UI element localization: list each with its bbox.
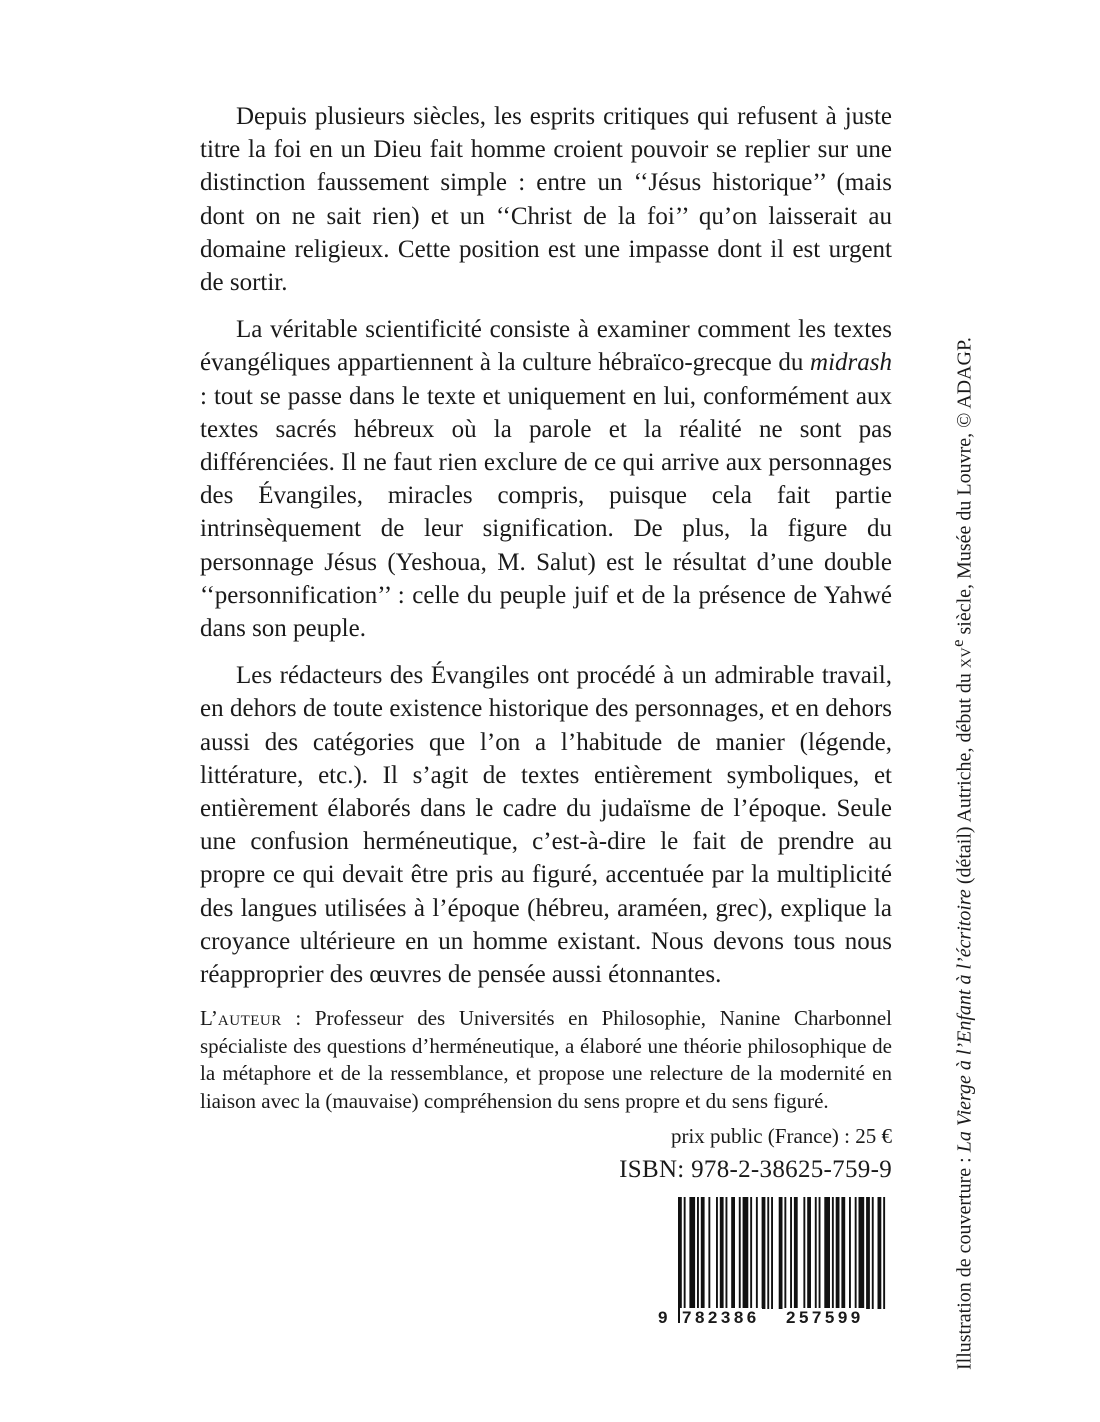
barcode-bar [849,1197,851,1309]
blurb-paragraph-2 [200,313,892,645]
credit-prefix: Illustration de couverture : [953,1152,976,1370]
barcode-bar [720,1197,724,1309]
barcode-bar [803,1197,805,1309]
blurb-paragraph-3: Les rédacteurs des Évangiles ont procédé à un admirable travail, en dehors de toute existence historique des personnages, et en dehors aussi des catégories que l’on a l’habitude de manier (légende, littérature, etc.). Il s’agit de textes entièrement symboliques, et entièrement élaborés dans le cadre du judaïsme de l’époque. Seule une confusion herméneutique, c’est-à-dire le fait de prendre au propre ce qui devait être pris au figuré, accentuée par la multiplicité des langues utilisées à l’époque (hébreu, araméen, grec), explique la croyance ultérieure en un homme existant. Nous devons tous nous réapproprier des œuvres de pensée aussi étonnantes. [200,662,892,989]
barcode-bar [716,1197,718,1309]
barcode-bar [819,1197,821,1309]
isbn-label: ISBN: 978-2-38625-759-9 [619,1156,892,1183]
barcode-bar [872,1197,874,1309]
credit-suffix: siècle, Musée du Louvre, © ADAGP. [953,337,976,640]
barcode-bar [678,1197,682,1323]
price-label: prix public (France) : 25 € [670,1124,892,1148]
barcode-digits-left: 782386 [682,1308,760,1327]
author-label-prefix: L’ [200,1006,218,1031]
century-numeral: xv [953,646,976,669]
barcode-digits [656,1308,894,1330]
paragraph-2-text-b: : tout se passe dans le texte et uniquement en lui, conformément aux textes sacrés hébreux où la parole et la réalité ne sont pas différenciées. Il ne faut rien exclure de ce qui arrive aux personnages des Évangiles, miracles compris, puisque cela fait partie intrinsèquement de leur signification. De plus, la figure du personnage Jésus (Yeshoua, M. Salut) est le résultat d’une double ‘‘personnification’’ : celle du peuple juif et de la présence de Yahwé dans son peuple. [200,382,892,643]
barcode-bar [689,1197,695,1323]
paragraph-2-text-a: La véritable scientificité consiste à examiner comment les textes évangéliques appartiennent à la culture hébraïco-grecque du [200,316,892,377]
isbn-barcode [656,1197,894,1329]
barcode-bar [739,1197,741,1309]
barcode-bar [731,1197,735,1309]
midrash-term: midrash [810,349,892,377]
barcode-bar [684,1197,686,1309]
barcode-bar [832,1197,834,1309]
barcode-bar [743,1197,749,1309]
barcode-bar [708,1197,710,1309]
barcode-bar [841,1197,845,1309]
barcode-bar [866,1197,870,1309]
barcode-bar [771,1197,773,1309]
author-bio [200,1005,892,1115]
author-bio-text: : Professeur des Universités en Philosophie, Nanine Charbonnel spécialiste des questions d’herméneutique, a élaboré une théorie philosophique de la métaphore et de la ressemblance, et propose une relecture de la modernité en liaison avec la (mauvaise) compréhension du sens propre et du sens figuré. [200,1006,892,1113]
barcode-bar [779,1197,783,1309]
century-suffix: e [948,639,967,647]
barcode-bar [836,1197,840,1309]
cover-illustration-credit [946,110,977,1370]
barcode-bar [807,1197,811,1309]
artwork-title: La Vierge à l’Enfant à l’écritoire [953,889,976,1153]
barcode-bar [697,1197,699,1309]
barcode-bar [756,1197,758,1309]
barcode-bar [824,1197,830,1309]
author-label: auteur [217,1006,282,1031]
barcode-bar [767,1197,769,1309]
barcode-bar [750,1197,752,1309]
blurb [200,100,892,1115]
barcode-bar [762,1197,766,1309]
credit-middle: (détail) Autriche, début du [953,668,976,890]
barcode-bar [859,1197,865,1309]
barcode-digits-right: 257599 [786,1308,864,1327]
barcode-bar [701,1197,705,1309]
barcode-bar [784,1197,786,1309]
barcode-bar [815,1197,817,1309]
barcode-bar [883,1197,885,1309]
barcode-bar [726,1197,728,1309]
barcode-bar [794,1197,798,1309]
barcode-bar [855,1197,857,1309]
barcode-bar [878,1197,882,1309]
blurb-paragraph-1: Depuis plusieurs siècles, les esprits critiques qui refusent à juste titre la foi en un Dieu fait homme croient pouvoir se replier sur une distinction faussement simple : entre un ‘‘Jésus historique’’ (mais dont on ne sait rien) et un ‘‘Christ de la foi’’ qu’on laisserait au domaine religieux. Cette position est une impasse dont il est urgent de sortir. [200,103,892,297]
barcode-digit-first: 9 [658,1308,671,1327]
barcode-bar [790,1197,792,1309]
